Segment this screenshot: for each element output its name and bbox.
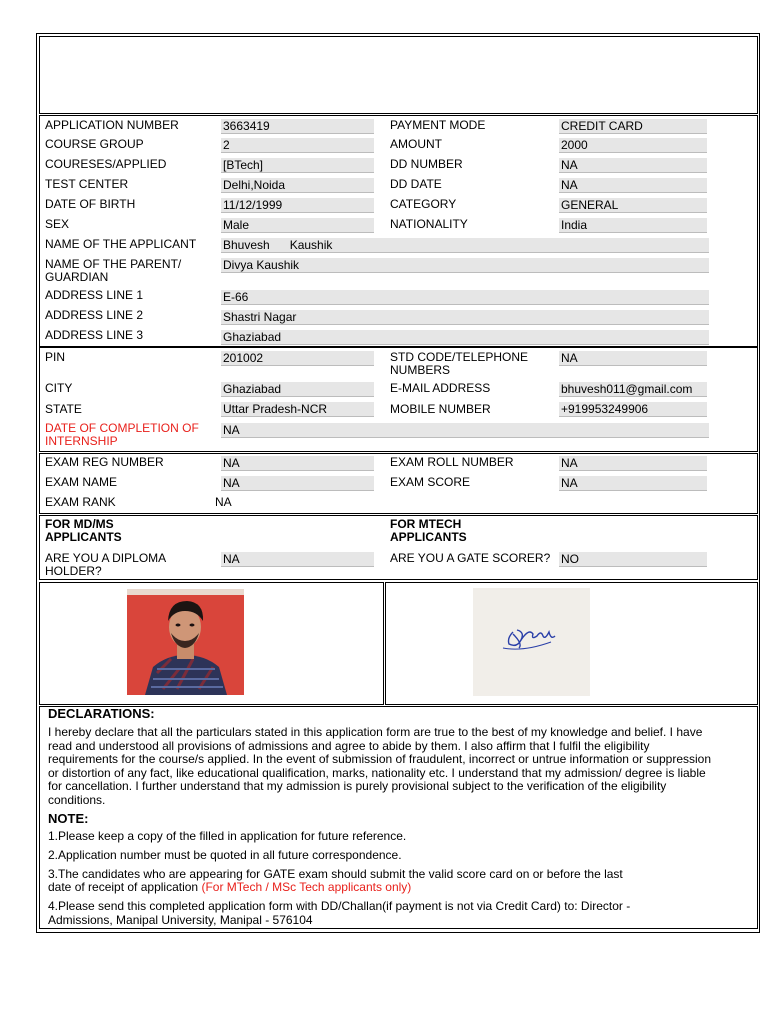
city-field: Ghaziabad: [221, 382, 374, 397]
address3-label: ADDRESS LINE 3: [45, 328, 144, 342]
header-box: [39, 36, 758, 114]
applicant-photo: [127, 589, 244, 695]
address1-label: ADDRESS LINE 1: [45, 288, 144, 302]
exam-reg-field: NA: [221, 456, 374, 471]
city-label: CITY: [45, 381, 73, 395]
pin-field: 201002: [221, 351, 374, 366]
amount-label: AMOUNT: [390, 137, 442, 151]
exam-rank-label: EXAM RANK: [45, 495, 116, 509]
state-label: STATE: [45, 402, 82, 416]
note-3-text: date of receipt of application: [48, 880, 199, 894]
note-3-highlight: (For MTech / MSc Tech applicants only): [201, 880, 412, 894]
std-code-field: NA: [559, 351, 707, 366]
std-code-label: STD CODE/TELEPHONE NUMBERS: [390, 350, 529, 377]
declaration-text: I hereby declare that all the particulars stated in this application form are true to the best of my knowledge and belief. I have read and understood all provisions of admissions and agree to abide by them. I also affirm that I fulfil the eligibility requirements for the course/s applied. In the event of submission of fraudulent, incorrect or untrue information or suppression or distortion of any fact, like educational qualification, marks, nationality etc. I understand that my admission/ degree is liable for cancellation. I further understand that my admission is purely provisional subject to the verification of the eligibility conditions.: [48, 725, 712, 807]
address1-field: E-66: [221, 290, 709, 305]
applicant-name-field: Bhuvesh Kaushik: [221, 238, 709, 253]
gate-label: ARE YOU A GATE SCORER?: [390, 551, 551, 565]
mtech-heading: FOR MTECH APPLICANTS: [390, 517, 467, 544]
address3-field: Ghaziabad: [221, 330, 709, 345]
dd-number-label: DD NUMBER: [390, 157, 463, 171]
internship-label: DATE OF COMPLETION OF INTERNSHIP: [45, 421, 199, 448]
address2-field: Shastri Nagar: [221, 310, 709, 325]
course-group-label: COURSE GROUP: [45, 137, 144, 151]
address2-label: ADDRESS LINE 2: [45, 308, 144, 322]
date-of-birth-label: DATE OF BIRTH: [45, 197, 136, 211]
parent-name-label: NAME OF THE PARENT/ GUARDIAN: [45, 257, 182, 284]
applicant-name-label: NAME OF THE APPLICANT: [45, 237, 197, 251]
application-number-field: 3663419: [221, 119, 374, 134]
application-number-label: APPLICATION NUMBER: [45, 118, 179, 132]
email-label: E-MAIL ADDRESS: [390, 381, 491, 395]
courses-applied-label: COURESES/APPLIED: [45, 157, 167, 171]
test-center-label: TEST CENTER: [45, 177, 129, 191]
applicant-signature: [473, 588, 590, 696]
exam-rank-field: NA: [215, 495, 232, 509]
dd-date-label: DD DATE: [390, 177, 442, 191]
declarations-heading: DECLARATIONS:: [48, 706, 155, 721]
note-1: 1.Please keep a copy of the filled in application for future reference.: [48, 829, 407, 843]
gate-field: NO: [559, 552, 707, 567]
exam-score-field: NA: [559, 476, 707, 491]
sex-field: Male: [221, 218, 374, 233]
exam-score-label: EXAM SCORE: [390, 475, 471, 489]
parent-name-field: Divya Kaushik: [221, 258, 709, 273]
sex-label: SEX: [45, 217, 70, 231]
courses-applied-field: [BTech]: [221, 158, 374, 173]
note-3-continued: [48, 881, 411, 895]
course-group-field: 2: [221, 138, 374, 153]
payment-mode-label: PAYMENT MODE: [390, 118, 486, 132]
amount-field: 2000: [559, 138, 707, 153]
applicant-photo-illustration: [127, 589, 244, 695]
test-center-field: Delhi,Noida: [221, 178, 374, 193]
nationality-field: India: [559, 218, 707, 233]
note-2: 2.Application number must be quoted in all future correspondence.: [48, 848, 402, 862]
exam-reg-label: EXAM REG NUMBER: [45, 455, 164, 469]
exam-roll-field: NA: [559, 456, 707, 471]
diploma-label: ARE YOU A DIPLOMA HOLDER?: [45, 551, 166, 578]
category-label: CATEGORY: [390, 197, 457, 211]
note-3: 3.The candidates who are appearing for GATE exam should submit the valid score card on or before the last: [48, 867, 623, 881]
mobile-label: MOBILE NUMBER: [390, 402, 491, 416]
date-of-birth-field: 11/12/1999: [221, 198, 374, 213]
internship-field: NA: [221, 423, 709, 438]
nationality-label: NATIONALITY: [390, 217, 468, 231]
diploma-field: NA: [221, 552, 374, 567]
mdms-heading: FOR MD/MS APPLICANTS: [45, 517, 122, 544]
note-heading: NOTE:: [48, 811, 89, 826]
signature-illustration: [473, 588, 590, 696]
exam-name-label: EXAM NAME: [45, 475, 118, 489]
exam-name-field: NA: [221, 476, 374, 491]
mobile-field: +919953249906: [559, 402, 707, 417]
payment-mode-field: CREDIT CARD: [559, 119, 707, 134]
note-4: 4.Please send this completed application form with DD/Challan(if payment is not via Credit Card) to: Director - Admissions, Manipal University, Manipal - 576104: [48, 899, 631, 927]
dd-date-field: NA: [559, 178, 707, 193]
exam-roll-label: EXAM ROLL NUMBER: [390, 455, 514, 469]
dd-number-field: NA: [559, 158, 707, 173]
pin-label: PIN: [45, 350, 66, 364]
state-field: Uttar Pradesh-NCR: [221, 402, 374, 417]
category-field: GENERAL: [559, 198, 707, 213]
email-field: bhuvesh011@gmail.com: [559, 382, 707, 397]
